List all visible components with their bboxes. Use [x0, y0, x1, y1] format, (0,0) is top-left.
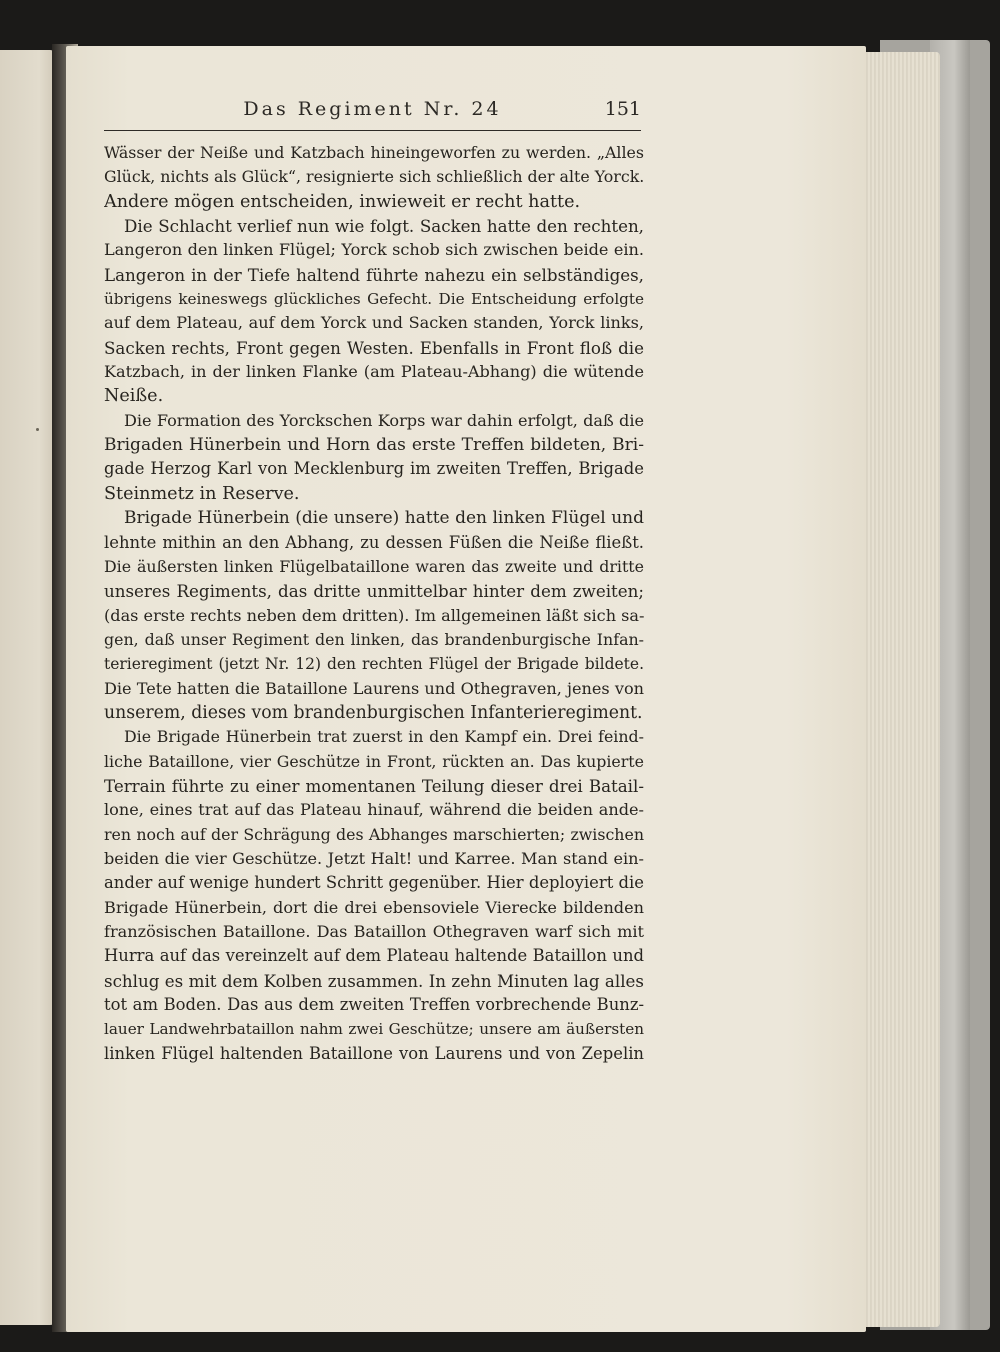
text-line: schlug es mit dem Kolben zusammen. In zehn Minuten lag alles: [104, 970, 644, 991]
text-line: Die Schlacht verlief nun wie folgt. Sacken hatte den rechten,: [124, 216, 644, 237]
text-line: Andere mögen entscheiden, inwieweit er recht hatte.: [104, 191, 581, 212]
body-text: [104, 141, 644, 1066]
text-line: gen, daß unser Regiment den linken, das brandenburgische Infan-: [104, 629, 644, 649]
text-line: Langeron den linken Flügel; Yorck schob sich zwischen beide ein.: [104, 240, 644, 260]
text-line: unserem, dieses vom brandenburgischen Infanterieregiment.: [104, 702, 643, 723]
text-line: Die Brigade Hünerbein trat zuerst in den Kampf ein. Drei feind-: [124, 727, 644, 747]
text-line: übrigens keineswegs glückliches Gefecht. Die Entscheidung erfolgte: [104, 290, 644, 309]
text-line: linken Flügel haltenden Bataillone von Laurens und von Zepelin: [104, 1043, 644, 1063]
text-line: terieregiment (jetzt Nr. 12) den rechten Flügel der Brigade bildete.: [104, 655, 644, 674]
running-title: Das Regiment Nr. 24: [243, 98, 502, 120]
text-line: französischen Bataillone. Das Bataillon Othegraven warf sich mit: [104, 922, 644, 941]
text-line: unseres Regiments, das dritte unmittelbar hinter dem zweiten;: [104, 581, 644, 602]
text-line: Brigade Hünerbein (die unsere) hatte den linken Flügel und: [124, 508, 644, 529]
text-line: Die äußersten linken Flügelbataillone waren das zweite und dritte: [104, 556, 644, 576]
text-line: auf dem Plateau, auf dem Yorck und Sacken standen, Yorck links,: [104, 313, 644, 333]
text-line: Die Formation des Yorckschen Korps war dahin erfolgt, daß die: [124, 410, 644, 430]
text-line: gade Herzog Karl von Mecklenburg im zweiten Treffen, Brigade: [104, 459, 644, 479]
text-line: Langeron in der Tiefe haltend führte nahezu ein selbständiges,: [104, 264, 644, 285]
text-line: Sacken rechts, Front gegen Westen. Ebenfalls in Front floß die: [104, 337, 644, 358]
text-line: Terrain führte zu einer momentanen Teilung dieser drei Batail-: [104, 775, 644, 796]
text-line: Katzbach, in der linken Flanke (am Plateau-Abhang) die wütende: [104, 362, 644, 382]
text-line: ren noch auf der Schrägung des Abhanges marschierten; zwischen: [104, 824, 644, 844]
text-line: Neiße.: [104, 386, 164, 407]
text-line: Brigade Hünerbein, dort die drei ebensoviele Vierecke bildenden: [104, 897, 644, 917]
text-line: liche Bataillone, vier Geschütze in Front, rückten an. Das kupierte: [104, 751, 644, 771]
text-line: beiden die vier Geschütze. Jetzt Halt! und Karree. Man stand ein-: [104, 848, 644, 868]
text-line: Brigaden Hünerbein und Horn das erste Treffen bildeten, Bri-: [104, 435, 644, 456]
left-page-mark: [36, 428, 39, 431]
text-line: ander auf wenige hundert Schritt gegenüber. Hier deployiert die: [104, 873, 644, 893]
text-line: (das erste rechts neben dem dritten). Im allgemeinen läßt sich sa-: [104, 605, 644, 625]
text-line: lauer Landwehrbataillon nahm zwei Geschütze; unsere am äußersten: [104, 1020, 644, 1039]
text-line: Steinmetz in Reserve.: [104, 483, 300, 504]
left-page-edge: [0, 50, 56, 1325]
text-line: Hurra auf das vereinzelt auf dem Plateau haltende Bataillon und: [104, 946, 644, 966]
text-line: lone, eines trat auf das Plateau hinauf, während die beiden ande-: [104, 800, 644, 820]
page-number: 151: [604, 98, 641, 120]
text-line: Glück, nichts als Glück“, resignierte sich schließlich der alte Yorck.: [104, 167, 644, 187]
text-line: Wässer der Neiße und Katzbach hineingeworfen zu werden. „Alles: [104, 143, 644, 162]
text-line: Die Tete hatten die Bataillone Laurens und Othegraven, jenes von: [104, 678, 644, 698]
text-line: tot am Boden. Das aus dem zweiten Treffen vorbrechende Bunz-: [104, 995, 644, 1015]
page-header: [104, 94, 641, 131]
text-line: lehnte mithin an den Abhang, zu dessen Füßen die Neiße fließt.: [104, 532, 644, 552]
